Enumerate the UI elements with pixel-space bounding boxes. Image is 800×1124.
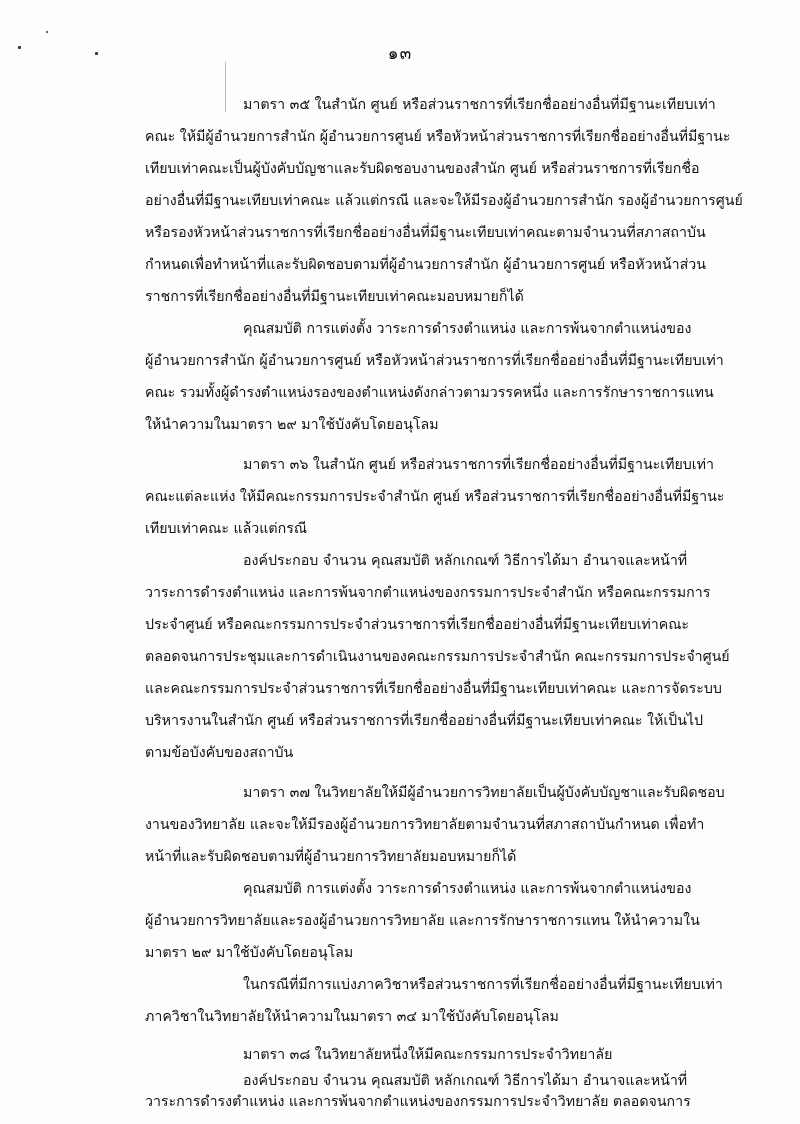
- text-line: มาตรา ๓๖ ในสำนัก ศูนย์ หรือส่วนราชการที่เรียกชื่ออย่างอื่นที่มีฐานะเทียบเท่า: [243, 457, 714, 473]
- text-line: คณะ ให้มีผู้อำนวยการสำนัก ผู้อำนวยการศูนย์ หรือหัวหน้าส่วนราชการที่เรียกชื่ออย่างอื่นที่มีฐานะ: [145, 129, 731, 145]
- text-line: วาระการดำรงตำแหน่ง และการพ้นจากตำแหน่งของกรรมการประจำสำนัก หรือคณะกรรมการ: [145, 585, 711, 601]
- text-line: มาตรา ๓๘ ในวิทยาลัยหนึ่งให้มีคณะกรรมการประจำวิทยาลัย: [243, 1047, 613, 1063]
- text-line: เทียบเท่าคณะ แล้วแต่กรณี: [145, 521, 308, 537]
- text-line: มาตรา ๒๙ มาใช้บังคับโดยอนุโลม: [145, 945, 354, 961]
- text-line: อย่างอื่นที่มีฐานะเทียบเท่าคณะ แล้วแต่กรณี และจะให้มีรองผู้อำนวยการสำนัก รองผู้อำนวยการศูนย์: [145, 193, 743, 209]
- text-line: องค์ประกอบ จำนวน คุณสมบัติ หลักเกณฑ์ วิธีการได้มา อำนาจและหน้าที่: [243, 1073, 688, 1089]
- text-line: ประจำศูนย์ หรือคณะกรรมการประจำส่วนราชการที่เรียกชื่ออย่างอื่นที่มีฐานะเทียบเท่าคณะ: [145, 617, 690, 633]
- text-line: คณะ รวมทั้งผู้ดำรงตำแหน่งรองของตำแหน่งดังกล่าวตามวรรคหนึ่ง และการรักษาราชการแทน: [145, 385, 714, 401]
- text-line: บริหารงานในสำนัก ศูนย์ หรือส่วนราชการที่เรียกชื่ออย่างอื่นที่มีฐานะเทียบเท่าคณะ ให้เป็นไป: [145, 713, 704, 729]
- text-line: ตลอดจนการประชุมและการดำเนินงานของคณะกรรมการประจำสำนัก คณะกรรมการประจำศูนย์: [145, 649, 730, 665]
- text-line: งานของวิทยาลัย และจะให้มีรองผู้อำนวยการวิทยาลัยตามจำนวนที่สภาสถาบันกำหนด เพื่อทำ: [145, 817, 705, 833]
- page-number: ๑๓: [387, 44, 413, 64]
- text-line: ราชการที่เรียกชื่ออย่างอื่นที่มีฐานะเทียบเท่าคณะมอบหมายก็ได้: [145, 289, 524, 305]
- text-line: ผู้อำนวยการสำนัก ผู้อำนวยการศูนย์ หรือหัวหน้าส่วนราชการที่เรียกชื่ออย่างอื่นที่มีฐานะเทียบเท่า: [145, 353, 724, 369]
- text-line: ผู้อำนวยการวิทยาลัยและรองผู้อำนวยการวิทยาลัย และการรักษาราชการแทน ให้นำความใน: [145, 913, 700, 929]
- text-line: หน้าที่และรับผิดชอบตามที่ผู้อำนวยการวิทยาลัยมอบหมายก็ได้: [145, 849, 517, 865]
- text-line: ตามข้อบังคับของสถาบัน: [145, 745, 294, 761]
- text-line: หรือรองหัวหน้าส่วนราชการที่เรียกชื่ออย่างอื่นที่มีฐานะเทียบเท่าคณะตามจำนวนที่สภาสถาบัน: [145, 225, 706, 241]
- text-line: มาตรา ๓๕ ในสำนัก ศูนย์ หรือส่วนราชการที่เรียกชื่ออย่างอื่นที่มีฐานะเทียบเท่า: [243, 97, 716, 113]
- text-line: องค์ประกอบ จำนวน คุณสมบัติ หลักเกณฑ์ วิธีการได้มา อำนาจและหน้าที่: [243, 553, 688, 569]
- text-line: ภาควิชาในวิทยาลัยให้นำความในมาตรา ๓๔ มาใช้บังคับโดยอนุโลม: [145, 1009, 559, 1025]
- text-line: คุณสมบัติ การแต่งตั้ง วาระการดำรงตำแหน่ง และการพ้นจากตำแหน่งของ: [243, 881, 692, 897]
- text-line: ในกรณีที่มีการแบ่งภาควิชาหรือส่วนราชการที่เรียกชื่ออย่างอื่นที่มีฐานะเทียบเท่า: [243, 977, 723, 993]
- text-line: คณะแต่ละแห่ง ให้มีคณะกรรมการประจำสำนัก ศูนย์ หรือส่วนราชการที่เรียกชื่ออย่างอื่นที่มีฐานะ: [145, 489, 725, 505]
- text-line: มาตรา ๓๗ ในวิทยาลัยให้มีผู้อำนวยการวิทยาลัยเป็นผู้บังคับบัญชาและรับผิดชอบ: [243, 785, 725, 801]
- text-line: คุณสมบัติ การแต่งตั้ง วาระการดำรงตำแหน่ง และการพ้นจากตำแหน่งของ: [243, 321, 692, 337]
- scan-speck: [46, 31, 48, 33]
- text-line: ให้นำความในมาตรา ๒๙ มาใช้บังคับโดยอนุโลม: [145, 417, 439, 433]
- text-line: เทียบเท่าคณะเป็นผู้บังคับบัญชาและรับผิดชอบงานของสำนัก ศูนย์ หรือส่วนราชการที่เรียกชื่อ: [145, 161, 700, 177]
- text-line: และคณะกรรมการประจำส่วนราชการที่เรียกชื่ออย่างอื่นที่มีฐานะเทียบเท่าคณะ และการจัดระบบ: [145, 681, 722, 697]
- text-line: กำหนดเพื่อทำหน้าที่และรับผิดชอบตามที่ผู้อำนวยการสำนัก ผู้อำนวยการศูนย์ หรือหัวหน้าส่วน: [145, 257, 706, 273]
- scan-fold-line: [225, 62, 226, 112]
- text-line: วาระการดำรงตำแหน่ง และการพ้นจากตำแหน่งของกรรมการประจำวิทยาลัย ตลอดจนการ: [145, 1094, 691, 1110]
